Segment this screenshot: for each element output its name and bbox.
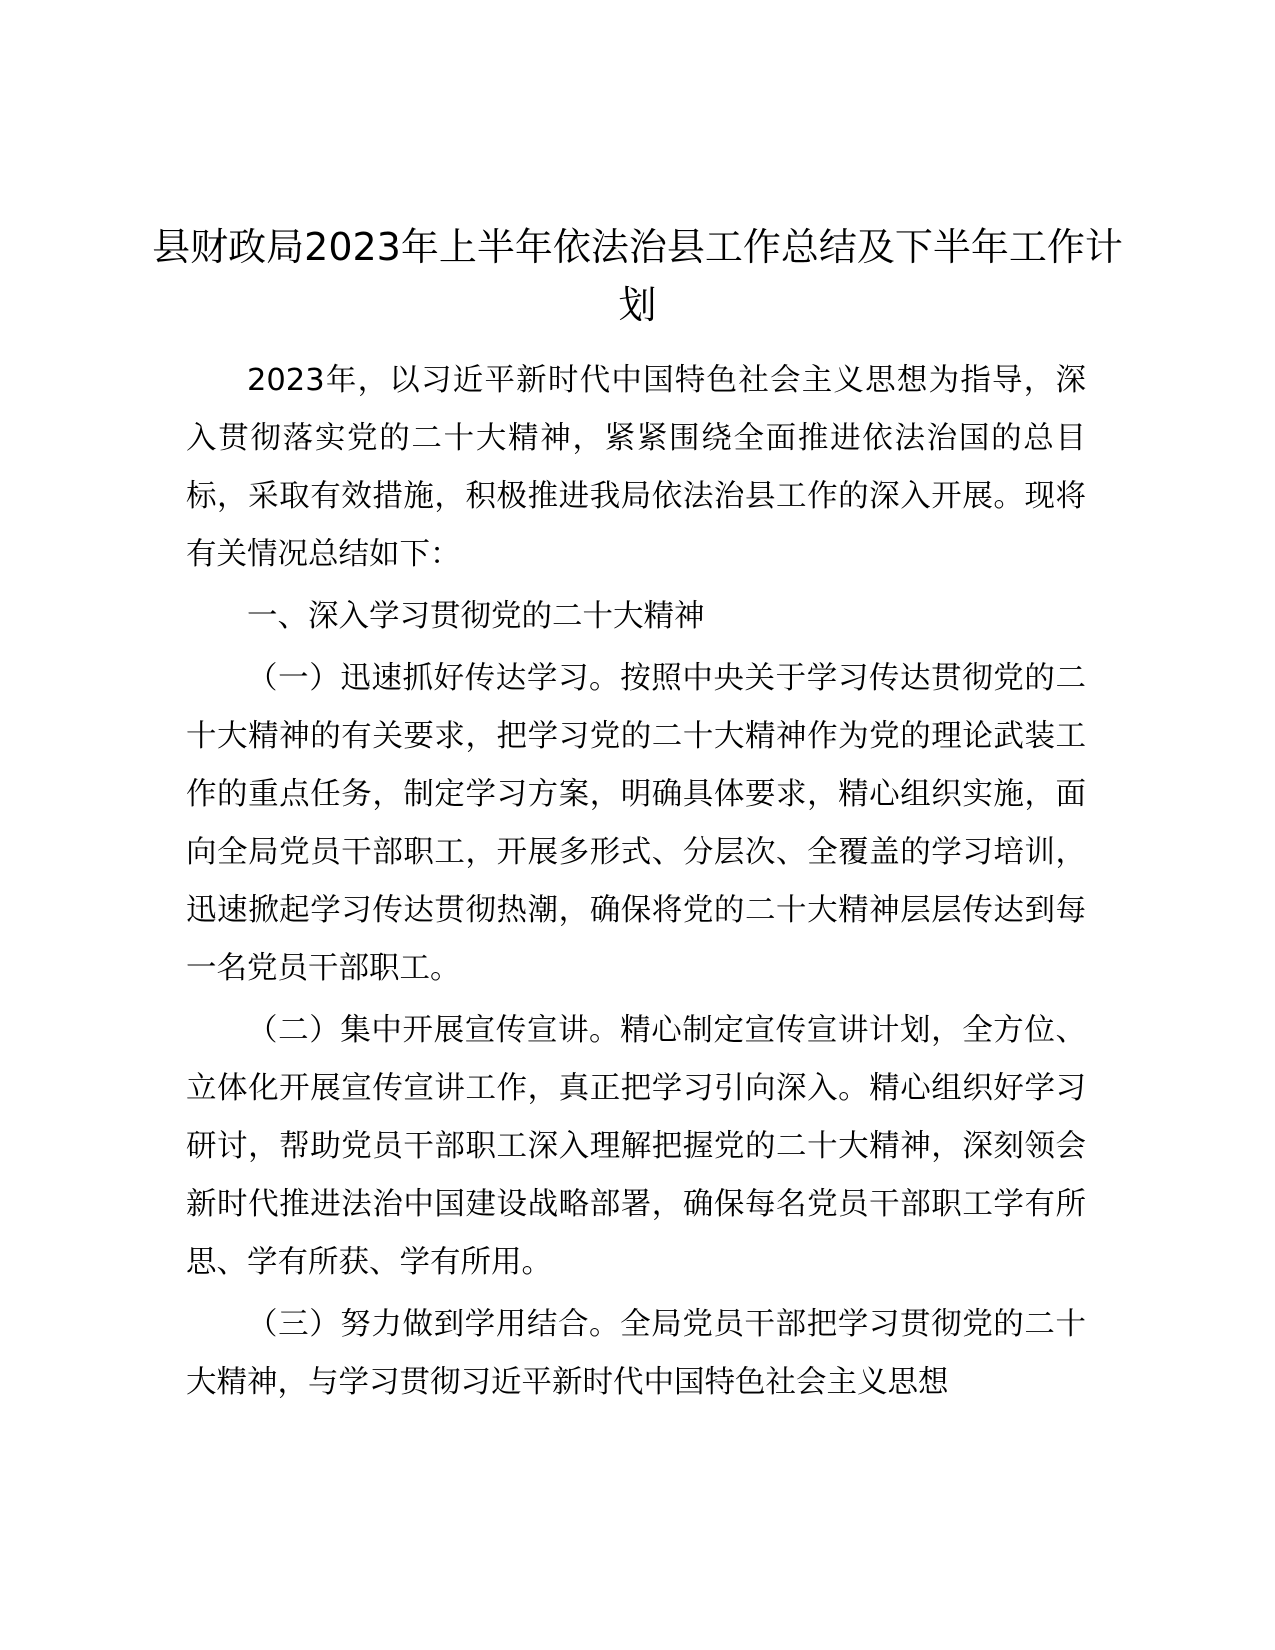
- paragraph-1-2: （二）集中开展宣传宣讲。精心制定宣传宣讲计划，全方位、立体化开展宣传宣讲工作，真正把学习引向深入。精心组织好学习研讨，帮助党员干部职工深入理解把握党的二十大精神，深刻领会新时代推进法治中国建设战略部署，确保每名党员干部职工学有所思、学有所获、学有所用。: [186, 1013, 1086, 1280]
- section-heading-1: 一、深入学习贯彻党的二十大精神: [247, 599, 705, 634]
- document-title: 县财政局2023年上半年依法治县工作总结及下半年工作计划: [152, 225, 1123, 327]
- paragraph-intro: 2023年，以习近平新时代中国特色社会主义思想为指导，深入贯彻落实党的二十大精神，紧紧围绕全面推进依法治国的总目标，采取有效措施，积极推进我局依法治县工作的深入开展。现将有关情况总结如下：: [186, 363, 1086, 572]
- document-body: [186, 352, 1086, 1412]
- paragraph-1-1: （一）迅速抓好传达学习。按照中央关于学习传达贯彻党的二十大精神的有关要求，把学习党的二十大精神作为党的理论武装工作的重点任务，制定学习方案，明确具体要求，精心组织实施，面向全局党员干部职工，开展多形式、分层次、全覆盖的学习培训，迅速掀起学习传达贯彻热潮，确保将党的二十大精神层层传达到每一名党员干部职工。: [186, 661, 1086, 986]
- paragraph-1-3: （三）努力做到学用结合。全局党员干部把学习贯彻党的二十大精神，与学习贯彻习近平新时代中国特色社会主义思想: [186, 1307, 1086, 1400]
